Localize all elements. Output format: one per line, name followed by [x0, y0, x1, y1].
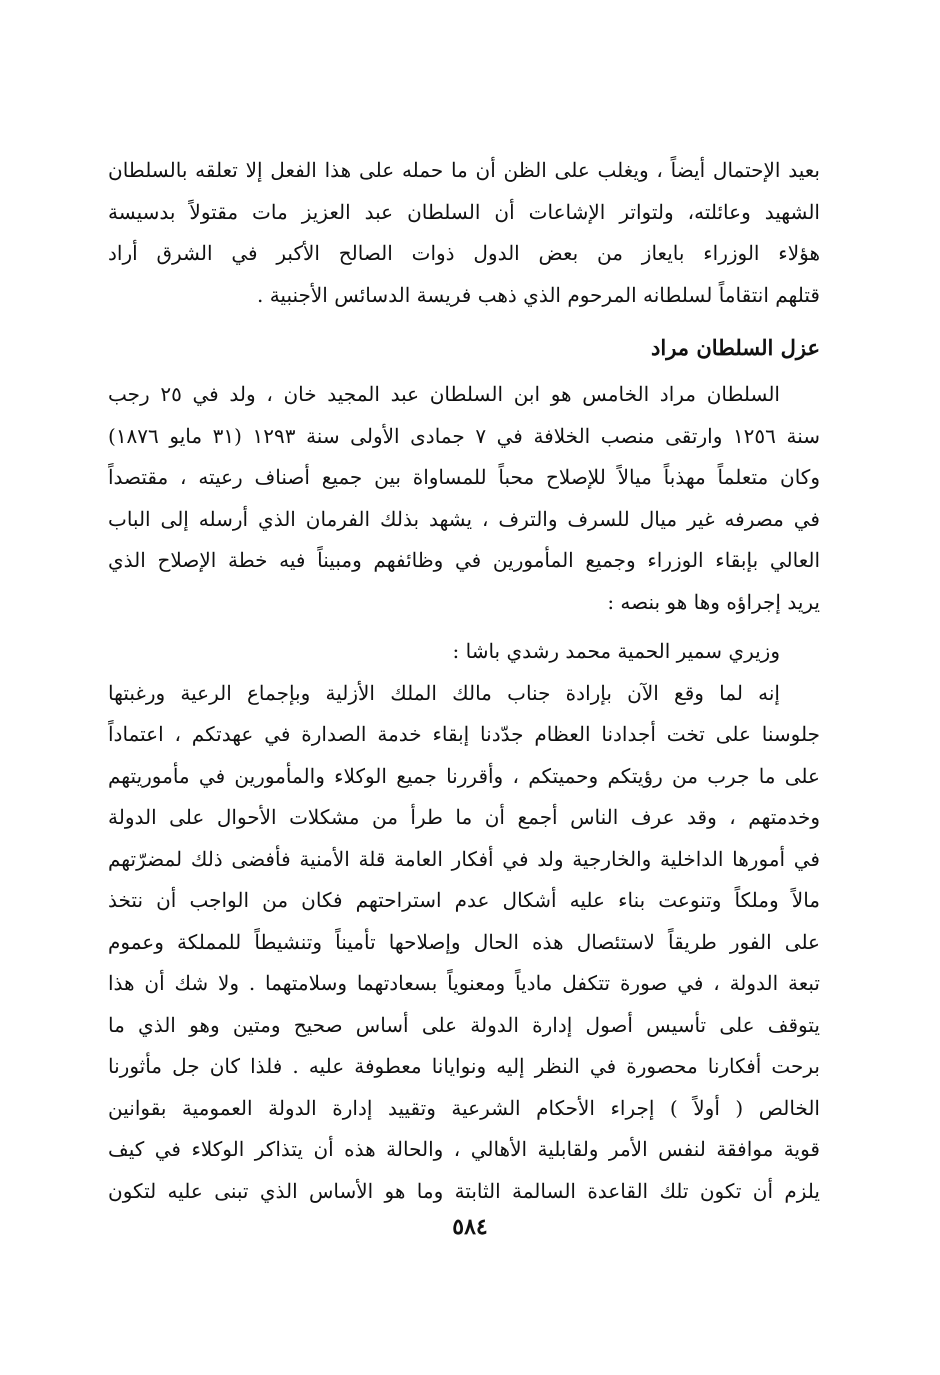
page-number: ٥٨٤	[452, 1214, 488, 1240]
text-line: يريد إجراؤه وها هو بنصه :	[607, 589, 820, 614]
section-heading: عزل السلطان مراد	[651, 335, 820, 360]
text-line: الخالص ( أولاً ) إجراء الأحكام الشرعية وتقييد إدارة الدولة العمومية بقوانين	[108, 1095, 820, 1120]
text-line: هؤلاء الوزراء بايعاز من بعض الدول ذوات الصالح الأكبر في الشرق أراد	[108, 241, 820, 265]
text-line: على ما جرب من رؤيتكم وحميتكم ، وأقررنا جميع الوكلاء والمأمورين في مأموريتهم	[108, 763, 820, 788]
decree-address: وزيري سمير الحمية محمد رشدي باشا :	[452, 639, 780, 663]
paragraph-2	[108, 374, 820, 623]
text-line: قتلهم انتقاماً لسلطانه المرحوم الذي ذهب فريسة الدسائس الأجنبية .	[256, 282, 820, 307]
paragraph-3	[108, 673, 820, 1213]
text-line: إنه لما وقع الآن بإرادة جناب مالك الملك الأزلية وبإجماع الرعية ورغبتها	[108, 680, 780, 705]
text-line: في مصرفه غير ميال للسرف والترف ، يشهد بذلك الفرمان الذي أرسله إلى الباب	[108, 506, 820, 531]
text-line: على الفور طريقاً لاستئصال هذه الحال وإصلاحها تأميناً وتنشيطاً للمملكة وعموم	[108, 929, 820, 954]
text-line: برحت أفكارنا محصورة في النظر إليه ونوايانا معطوفة عليه . فلذا كان جل مأثورنا	[108, 1054, 820, 1078]
text-line: قوية موافقة لنفس الأمر ولقابلية الأهالي ، والحالة هذه أن يتذاكر الوكلاء في كيف	[108, 1137, 820, 1161]
text-line: سنة ١٢٥٦ وارتقى منصب الخلافة في ٧ جمادى الأولى سنة ١٢٩٣ (٣١ مايو ١٨٧٦)	[108, 423, 820, 448]
text-line: جلوسنا على تخت أجدادنا العظام جدّدنا إبقاء خدمة الصدارة في عهدتكم ، اعتماداً	[108, 722, 820, 746]
text-line: يلزم أن تكون تلك القاعدة السالمة الثابتة وما هو الأساس الذي تبنى عليه لتكون	[108, 1178, 820, 1203]
text-line: الشهيد وعائلته، ولتواتر الإشاعات أن السلطان عبد العزيز مات مقتولاً بدسيسة	[108, 199, 820, 224]
text-line: بعيد الإحتمال أيضاً ، ويغلب على الظن أن ما حمله على هذا الفعل إلا تعلقه بالسلطان	[108, 158, 820, 182]
text-line: في أمورها الداخلية والخارجية ولد في أفكار العامة قلة الأمنية فأفضى ذلك لمضرّتهم	[108, 846, 820, 871]
text-line: العالي بإبقاء الوزراء وجميع المأمورين في وظائفهم ومبيناً فيه خطة الإصلاح الذي	[108, 548, 820, 572]
text-line: تبعة الدولة ، في صورة تتكفل مادياً ومعنوياً بسعادتهما وسلامتهما . ولا شك أن هذا	[108, 971, 820, 995]
text-line: السلطان مراد الخامس هو ابن السلطان عبد المجيد خان ، ولد في ٢٥ رجب	[108, 382, 780, 406]
text-line: وخدمتهم ، وقد عرف الناس أجمع أن ما طرأ من مشكلات الأحوال على الدولة	[108, 805, 820, 829]
page-body	[108, 150, 820, 1220]
paragraph-1	[108, 150, 820, 316]
text-line: وكان متعلماً مهذباً ميالاً للإصلاح محباً للمساواة بين جميع أصناف رعيته ، مقتصداً	[108, 465, 820, 489]
text-line: يتوقف على تأسيس أصول إدارة الدولة على أساس صحيح ومتين وهو الذي ما	[108, 1012, 820, 1037]
text-line: مالاً وملكاً وتنوعت بناء عليه أشكال عدم استراحتهم فكان من الواجب أن نتخذ	[108, 888, 820, 912]
